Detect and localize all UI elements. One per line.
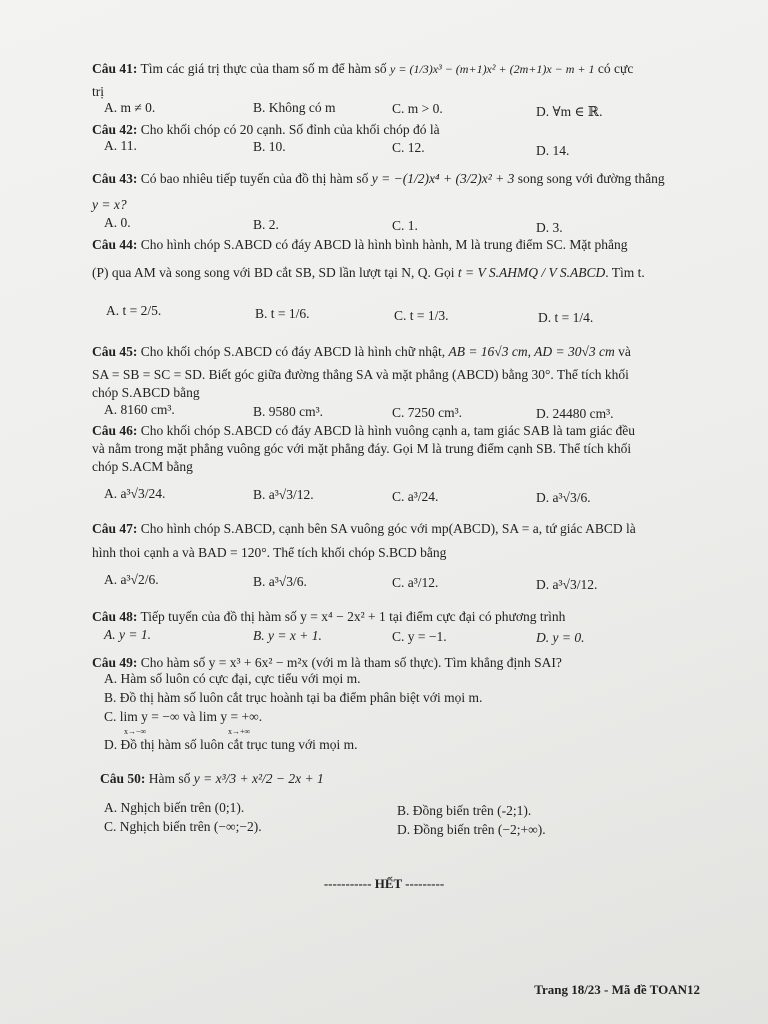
question-46-line3: chóp S.ACM bằng (92, 459, 193, 474)
q44-option-d[interactable]: D. t = 1/4. (538, 310, 594, 325)
q50-option-b[interactable]: B. Đồng biến trên (-2;1). (397, 803, 532, 818)
q45-option-a[interactable]: A. 8160 cm³. (104, 402, 175, 417)
q45-option-c[interactable]: C. 7250 cm³. (392, 405, 463, 420)
q50-option-d[interactable]: D. Đồng biến trên (−2;+∞). (397, 822, 546, 837)
question-43: Câu 43: Có bao nhiêu tiếp tuyến của đồ thị hàm số y = −(1/2)x⁴ + (3/2)x² + 3 song song với đường thẳng (92, 171, 665, 186)
q45-option-b[interactable]: B. 9580 cm³. (253, 404, 324, 419)
q43-option-b[interactable]: B. 2. (253, 217, 279, 232)
question-47-line2: hình thoi cạnh a và BAD = 120°. Thể tích khối chóp S.BCD bằng (92, 545, 447, 560)
q45-option-d[interactable]: D. 24480 cm³. (536, 406, 614, 421)
question-46-line2: và nằm trong mặt phẳng vuông góc với mặt phẳng đáy. Gọi M là trung điểm cạnh SB. Thể tích khối (92, 441, 632, 456)
q49-option-d[interactable]: D. Đồ thị hàm số luôn cắt trục tung với mọi m. (104, 737, 358, 752)
q41-option-d[interactable]: D. ∀m ∈ ℝ. (536, 104, 603, 119)
question-45: Câu 45: Cho khối chóp S.ABCD có đáy ABCD là hình chữ nhật, AB = 16√3 cm, AD = 30√3 cm và (92, 344, 631, 359)
q47-option-b[interactable]: B. a³√3/6. (253, 574, 307, 589)
q43-option-a[interactable]: A. 0. (104, 215, 131, 230)
q44-option-c[interactable]: C. t = 1/3. (394, 308, 449, 323)
q44-option-b[interactable]: B. t = 1/6. (255, 306, 310, 321)
question-43-line2: y = x? (92, 197, 127, 212)
question-44: Câu 44: Cho hình chóp S.ABCD có đáy ABCD là hình bình hành, M là trung điểm SC. Mặt phẳng (92, 237, 628, 252)
question-41-line2: trị (92, 84, 104, 99)
end-mark: ----------- HẾT --------- (323, 876, 445, 891)
q42-option-c[interactable]: C. 12. (392, 140, 425, 155)
q50-option-a[interactable]: A. Nghịch biến trên (0;1). (104, 800, 245, 815)
q49-option-c[interactable]: C. lim y = −∞ và lim y = +∞. (104, 709, 263, 724)
q43-option-d[interactable]: D. 3. (536, 220, 563, 235)
q46-option-b[interactable]: B. a³√3/12. (253, 487, 314, 502)
question-42: Câu 42: Cho khối chóp có 20 cạnh. Số đỉnh của khối chóp đó là (92, 122, 440, 137)
q47-option-d[interactable]: D. a³√3/12. (536, 577, 598, 592)
q42-option-b[interactable]: B. 10. (253, 139, 286, 154)
q46-option-a[interactable]: A. a³√3/24. (104, 486, 166, 501)
q49-option-b[interactable]: B. Đồ thị hàm số luôn cắt trục hoành tại ba điểm phân biệt với mọi m. (104, 690, 483, 705)
q46-option-d[interactable]: D. a³√3/6. (536, 490, 591, 505)
question-45-line2: SA = SB = SC = SD. Biết góc giữa đường thẳng SA và mặt phẳng (ABCD) bằng 30°. Thể tích khối (92, 367, 629, 382)
question-41: Câu 41: Tìm các giá trị thực của tham số m để hàm số y = (1/3)x³ − (m+1)x² + (2m+1)x − m + 1 có cực (92, 61, 634, 76)
question-46: Câu 46: Cho khối chóp S.ABCD có đáy ABCD là hình vuông cạnh a, tam giác SAB là tam giác đều (92, 423, 635, 438)
q41-option-b[interactable]: B. Không có m (253, 100, 336, 115)
q42-option-a[interactable]: A. 11. (104, 138, 137, 153)
q42-option-d[interactable]: D. 14. (536, 143, 570, 158)
q49-option-a[interactable]: A. Hàm số luôn có cực đại, cực tiểu với mọi m. (104, 671, 361, 686)
question-49: Câu 49: Cho hàm số y = x³ + 6x² − m²x (với m là tham số thực). Tìm khẳng định SAI? (92, 655, 562, 670)
page-footer: Trang 18/23 - Mã đề TOAN12 (534, 982, 700, 997)
question-44-line2: (P) qua AM và song song với BD cắt SB, SD lần lượt tại N, Q. Gọi t = V S.AHMQ / V S.ABCD. Tìm t. (92, 265, 645, 280)
q48-option-d[interactable]: D. y = 0. (536, 630, 585, 645)
q49-option-c-limit-2: x→+∞ (228, 727, 251, 736)
q48-option-a[interactable]: A. y = 1. (104, 627, 151, 642)
question-50: Câu 50: Hàm số y = x³/3 + x²/2 − 2x + 1 (100, 771, 324, 786)
q41-option-a[interactable]: A. m ≠ 0. (104, 100, 156, 115)
q48-option-b[interactable]: B. y = x + 1. (253, 628, 322, 643)
q50-option-c[interactable]: C. Nghịch biến trên (−∞;−2). (104, 819, 262, 834)
q41-option-c[interactable]: C. m > 0. (392, 101, 443, 116)
q47-option-a[interactable]: A. a³√2/6. (104, 572, 159, 587)
q44-option-a[interactable]: A. t = 2/5. (106, 303, 162, 318)
q49-option-c-limit-1: x→−∞ (124, 727, 147, 736)
question-45-line3: chóp S.ABCD bằng (92, 385, 200, 400)
question-47: Câu 47: Cho hình chóp S.ABCD, cạnh bên SA vuông góc với mp(ABCD), SA = a, tứ giác ABCD là (92, 521, 636, 536)
q43-option-c[interactable]: C. 1. (392, 218, 418, 233)
question-48: Câu 48: Tiếp tuyến của đồ thị hàm số y = x⁴ − 2x² + 1 tại điểm cực đại có phương trình (92, 609, 566, 624)
q46-option-c[interactable]: C. a³/24. (392, 489, 439, 504)
q47-option-c[interactable]: C. a³/12. (392, 575, 439, 590)
q48-option-c[interactable]: C. y = −1. (392, 629, 447, 644)
